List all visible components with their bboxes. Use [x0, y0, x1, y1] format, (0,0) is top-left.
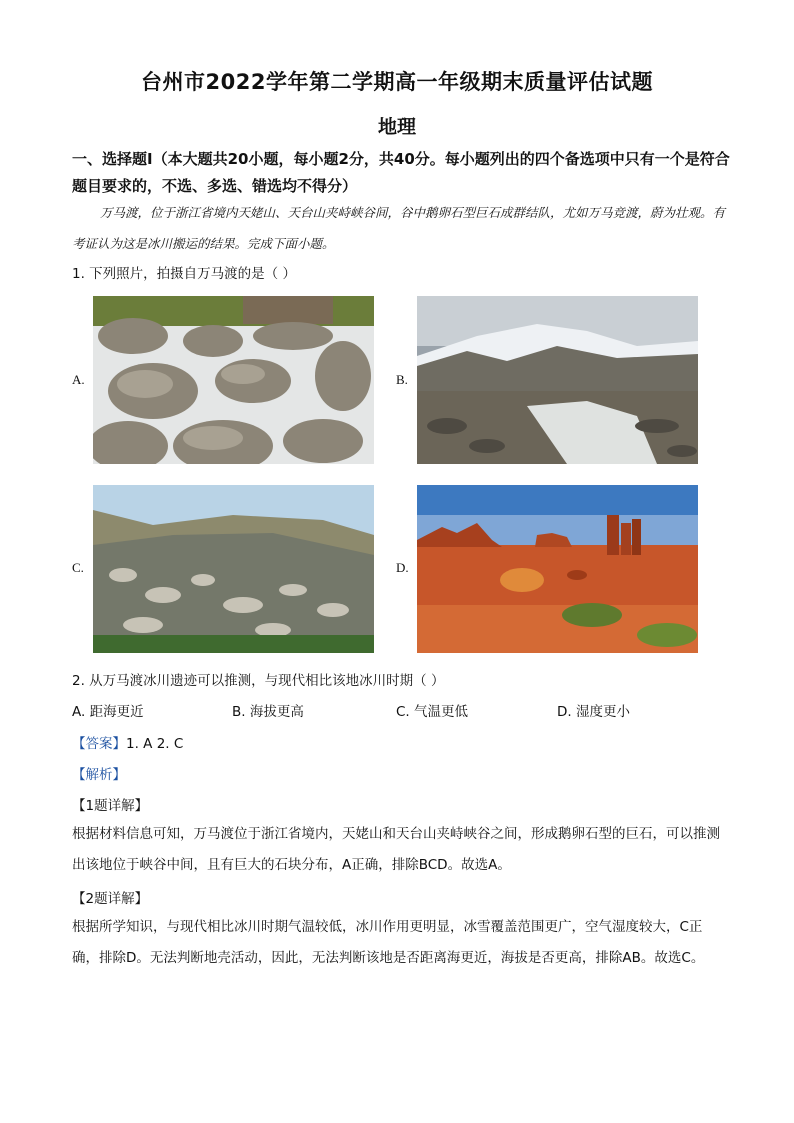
option-a-label: A.: [72, 372, 85, 387]
answer-text: 1. A 2. C: [126, 736, 184, 752]
q2-option-b: B. 海拔更高: [232, 704, 304, 720]
red-desert-rock-photo: [417, 485, 698, 653]
q2-option-c: C. 气温更低: [396, 704, 469, 720]
q2-option-d: D. 湿度更小: [557, 704, 630, 720]
option-b-label: B.: [396, 372, 408, 387]
option-b-photo: [417, 296, 698, 464]
exam-title: 台州市2022学年第二学期高一年级期末质量评估试题: [141, 70, 653, 94]
subject-title: 地理: [377, 116, 416, 138]
question-2-stem: 2. 从万马渡冰川遗迹可以推测，与现代相比该地冰川时期（ ）: [72, 673, 445, 689]
answer-line: [72, 732, 183, 752]
detail-2-heading: 【2题详解】: [72, 891, 149, 907]
analysis-tag: 【解析】: [72, 767, 126, 783]
option-d-photo: [417, 485, 698, 653]
option-a-photo: [93, 296, 374, 464]
detail-1-heading: 【1题详解】: [72, 798, 149, 814]
detail-1-text: 根据材料信息可知，万马渡位于浙江省境内，天姥山和天台山夹峙峡谷之间，形成鹅卵石型的巨石，可以推测出该地位于峡谷中间，且有巨大的石块分布，A正确，排除BCD。故选A。: [72, 826, 720, 873]
question-1-stem: 1. 下列照片，拍摄自万马渡的是（ ）: [72, 266, 296, 282]
analysis-line: [72, 763, 126, 783]
river-boulders-photo: [93, 296, 374, 464]
section-heading: 一、选择题Ⅰ（本大题共20小题，每小题2分，共40分。每小题列出的四个备选项中只有一个是符合题目要求的，不选、多选、错选均不得分）: [72, 150, 730, 195]
option-c-label: C.: [72, 560, 84, 575]
answer-tag: 【答案】: [72, 736, 126, 752]
option-d-label: D.: [396, 560, 409, 575]
option-c-photo: [93, 485, 374, 653]
material-passage: 万马渡，位于浙江省境内天姥山、天台山夹峙峡谷间，谷中鹅卵石型巨石成群结队，尤如万马竞渡，蔚为壮观。有考证认为这是冰川搬运的结果。完成下面小题。: [72, 205, 726, 251]
glacial-valley-photo: [417, 296, 698, 464]
detail-2-text: 根据所学知识，与现代相比冰川时期气温较低，冰川作用更明显，冰雪覆盖范围更广，空气湿度较大，C正确，排除D。无法判断地壳活动，因此，无法判断该地是否距离海更近，海拔是否更高，排除AB。故选C。: [72, 919, 705, 966]
q2-option-a: A. 距海更近: [72, 704, 144, 720]
rocky-hillside-photo: [93, 485, 374, 653]
